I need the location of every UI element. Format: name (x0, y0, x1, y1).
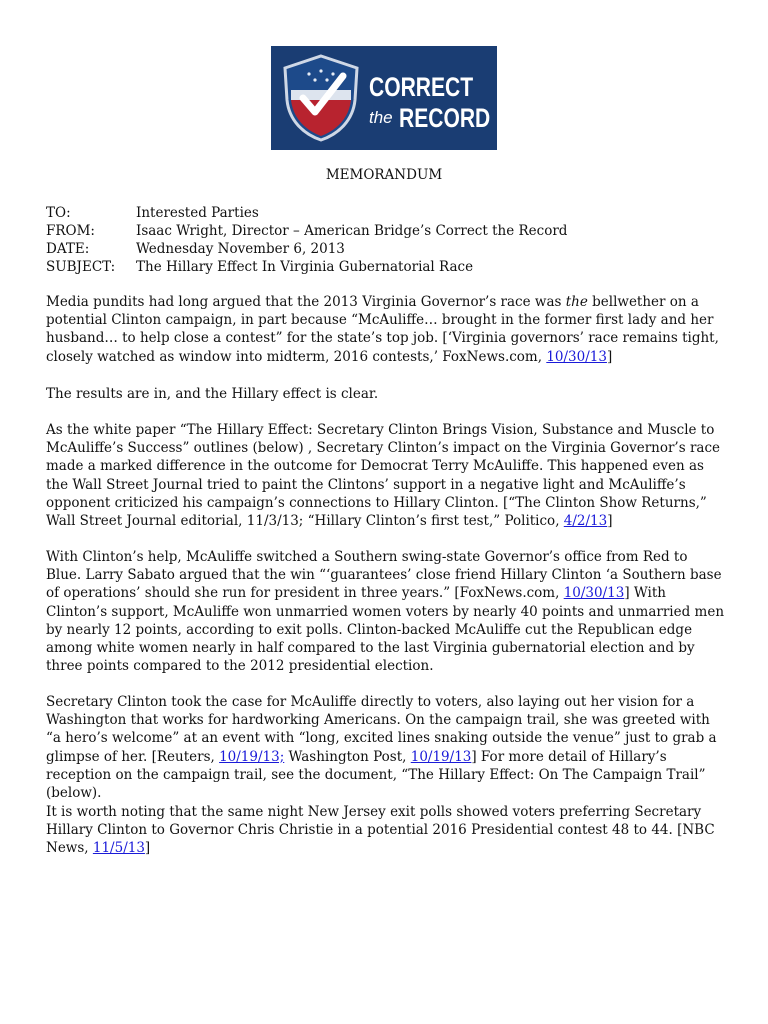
subject-value: The Hillary Effect In Virginia Gubernatorial Race (136, 259, 474, 275)
logo-text-correct: CORRECT (369, 72, 474, 102)
p1-foxnews-link[interactable]: 10/30/13 (546, 348, 607, 365)
from-value: Isaac Wright, Director – American Bridge’s Correct the Record (136, 223, 568, 239)
memo-title: MEMORANDUM (325, 167, 443, 183)
paragraph-6 (46, 803, 726, 858)
p3-text-b: ] (607, 513, 613, 530)
p1-text-c: bellwether on a potential Clinton campaign, in part because “McAuliffe… brought in the former first lady and her husband… to help close a contest” for the state’s top job. [‘Virginia governors’ race remains tight, closely watched as window into midterm, 2016 contests,’ FoxNews.com, (46, 294, 719, 365)
p3-text-a: As the white paper “The Hillary Effect: Secretary Clinton Brings Vision, Substance and Muscle to McAuliffe’s Success” outlines (below) , Secretary Clinton’s impact on the Virginia Governor’s race made a marked difference in the outcome for Democrat Terry McAuliffe. This happened even as the Wall Street Journal tried to paint the Clintons’ support in a negative light and McAuliffe’s opponent criticized his campaign’s connections to Hillary Clinton. [“The Clinton Show Returns,” Wall Street Journal editorial, 11/3/13; “Hillary Clinton’s first test,” Politico, (46, 422, 720, 530)
date-value: Wednesday November 6, 2013 (136, 241, 345, 257)
p5-text-b: Washington Post, (284, 748, 411, 765)
paragraph-5 (46, 693, 726, 802)
p4-text-b: ] With Clinton’s support, McAuliffe won unmarried women voters by nearly 40 points and unmarried men by nearly 12 points, according to exit polls. Clinton-backed McAuliffe cut the Republican edge among white women nearly in half compared to the last Virginia gubernatorial election and by three points compared to the 2012 presidential election. (46, 585, 725, 675)
to-value: Interested Parties (136, 205, 259, 221)
paragraph-3 (46, 421, 726, 530)
to-label: TO: (46, 205, 71, 221)
memo-to-row (46, 204, 259, 222)
p5-text-c: ] For more detail of Hillary’s reception on the campaign trail, see the document, “The Hillary Effect: On The Campaign Trail” (below). (46, 748, 706, 802)
p6-text-a: It is worth noting that the same night New Jersey exit polls showed voters preferring Secretary Hillary Clinton to Governor Chris Christie in a potential 2016 Presidential contest 48 to 44. [NBC News, (46, 804, 715, 857)
p1-text-d: ] (606, 348, 613, 365)
p6-nbc-link[interactable]: 11/5/13 (92, 840, 145, 857)
paragraph-2: The results are in, and the Hillary effect is clear. (46, 386, 379, 402)
p5-text-a: Secretary Clinton took the case for McAuliffe directly to voters, also laying out her vision for a Washington that works for hardworking Americans. On the campaign trail, she was greeted with “a hero’s welcome” at an event with “long, excited lines snaking outside the venue” just to grab a glimpse of her. [Reuters, (46, 694, 717, 765)
memo-subject-row (46, 258, 473, 276)
from-label: FROM: (46, 223, 95, 239)
correct-the-record-logo (271, 46, 497, 150)
logo-text-the: the (369, 108, 393, 127)
memo-from-row (46, 222, 567, 240)
subject-label: SUBJECT: (46, 259, 116, 275)
p4-text-a: With Clinton’s help, McAuliffe switched a Southern swing-state Governor’s office from Red to Blue. Larry Sabato argued that the win “‘guarantees’ close friend Hillary Clinton ‘a Southern base of operations’ should she run for president in three years.” [FoxNews.com, (46, 549, 722, 602)
shield-check-icon (281, 54, 361, 142)
p1-emphasis: the (565, 294, 588, 310)
logo-text-record: RECORD (399, 103, 491, 133)
p5-washington-post-link[interactable]: 10/19/13 (410, 748, 472, 765)
p1-text-a: Media pundits had long argued that the 2013 Virginia Governor’s race was (46, 294, 566, 310)
p3-politico-link[interactable]: 4/2/13 (563, 513, 608, 530)
date-label: DATE: (46, 241, 90, 257)
p5-reuters-link[interactable]: 10/19/13; (219, 748, 285, 765)
p6-text-b: ] (144, 840, 151, 857)
memo-date-row (46, 240, 345, 258)
paragraph-4 (46, 548, 726, 675)
paragraph-1 (46, 293, 726, 366)
p4-foxnews-link[interactable]: 10/30/13 (563, 585, 625, 602)
